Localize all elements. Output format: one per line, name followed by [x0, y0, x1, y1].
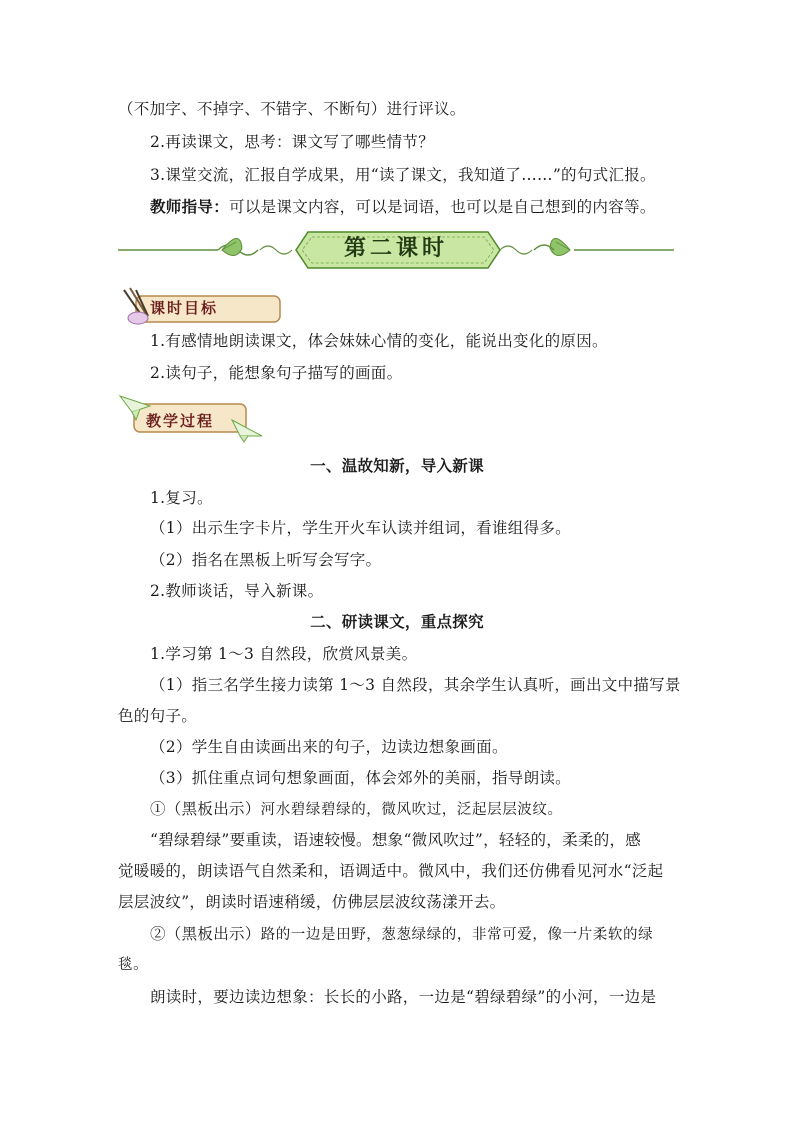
leaf-ornament-icon [550, 238, 570, 255]
text-line: 2.教师谈话，导入新课。 [150, 582, 324, 600]
text-line: （3）抓住重点词句想象画面，体会郊外的美丽，指导朗读。 [150, 769, 571, 787]
teacher-guidance-label: 教师指导： [150, 197, 230, 216]
teacher-guidance-text: 可以是课文内容，可以是词语，也可以是自己想到的内容等。 [229, 198, 656, 216]
text-line: 觉暖暖的，朗读语气自然柔和，语调适中。微风中，我们还仿佛看见河水“泛起 [118, 862, 664, 880]
board-quote-text: 毯。 [118, 957, 149, 973]
text-line: （1）出示生字卡片，学生开火车认读并组词，看谁组得多。 [150, 519, 571, 537]
text-line: 1.复习。 [150, 489, 213, 507]
text-line: 层层波纹”，朗读时语速稍缓，仿佛层层波纹荡漾开去。 [118, 893, 506, 911]
board-quote-prefix: ②（黑板出示） [150, 925, 261, 943]
section-heading: 二、研读课文，重点探究 [310, 612, 484, 631]
leaf-ornament-icon [222, 238, 242, 255]
lesson-section-title: 第二课时 [343, 236, 448, 261]
text-line: 3.课堂交流，汇报自学成果，用“读了课文，我知道了……”的句式汇报。 [150, 166, 656, 184]
goals-badge-label: 课时目标 [150, 299, 219, 317]
board-quote-prefix: ①（黑板出示） [150, 800, 261, 818]
text-line: 朗读时，要边读边想象：长长的小路，一边是“碧绿碧绿”的小河，一边是 [150, 988, 657, 1006]
text-line: “碧绿碧绿”要重读，语速较慢。想象“微风吹过”，轻轻的，柔柔的，感 [150, 831, 642, 849]
board-quote-text: 路的一边是田野，葱葱绿绿的，非常可爱，像一片柔软的绿 [260, 927, 654, 943]
board-quote-line [150, 799, 563, 820]
process-badge-label: 教学过程 [146, 412, 215, 430]
goal-item: 1.有感情地朗读课文，体会妹妹心情的变化，能说出变化的原因。 [150, 332, 608, 350]
text-line: 1.学习第 1～3 自然段，欣赏风景美。 [150, 645, 418, 663]
text-line: （2）学生自由读画出来的句子，边读边想象画面。 [150, 738, 508, 756]
board-quote-text: 河水碧绿碧绿的，微风吹过，泛起层层波纹。 [260, 802, 563, 818]
paintbrush-icon [124, 288, 148, 324]
text-line: 色的句子。 [118, 707, 198, 725]
text-line: （2）指名在黑板上听写会写字。 [150, 551, 382, 569]
text-line: （1）指三名学生接力读第 1～3 自然段，其余学生认真听，画出文中描写景 [150, 676, 681, 694]
section-heading: 一、温故知新，导入新课 [310, 456, 484, 475]
text-line: （不加字、不掉字、不错字、不断句）进行评议。 [118, 100, 466, 118]
teacher-guidance-line [150, 197, 656, 217]
goal-item: 2.读句子，能想象句子描写的画面。 [150, 364, 403, 382]
board-quote-line [150, 924, 653, 945]
text-line: 2.再读课文，思考：课文写了哪些情节？ [150, 133, 434, 151]
